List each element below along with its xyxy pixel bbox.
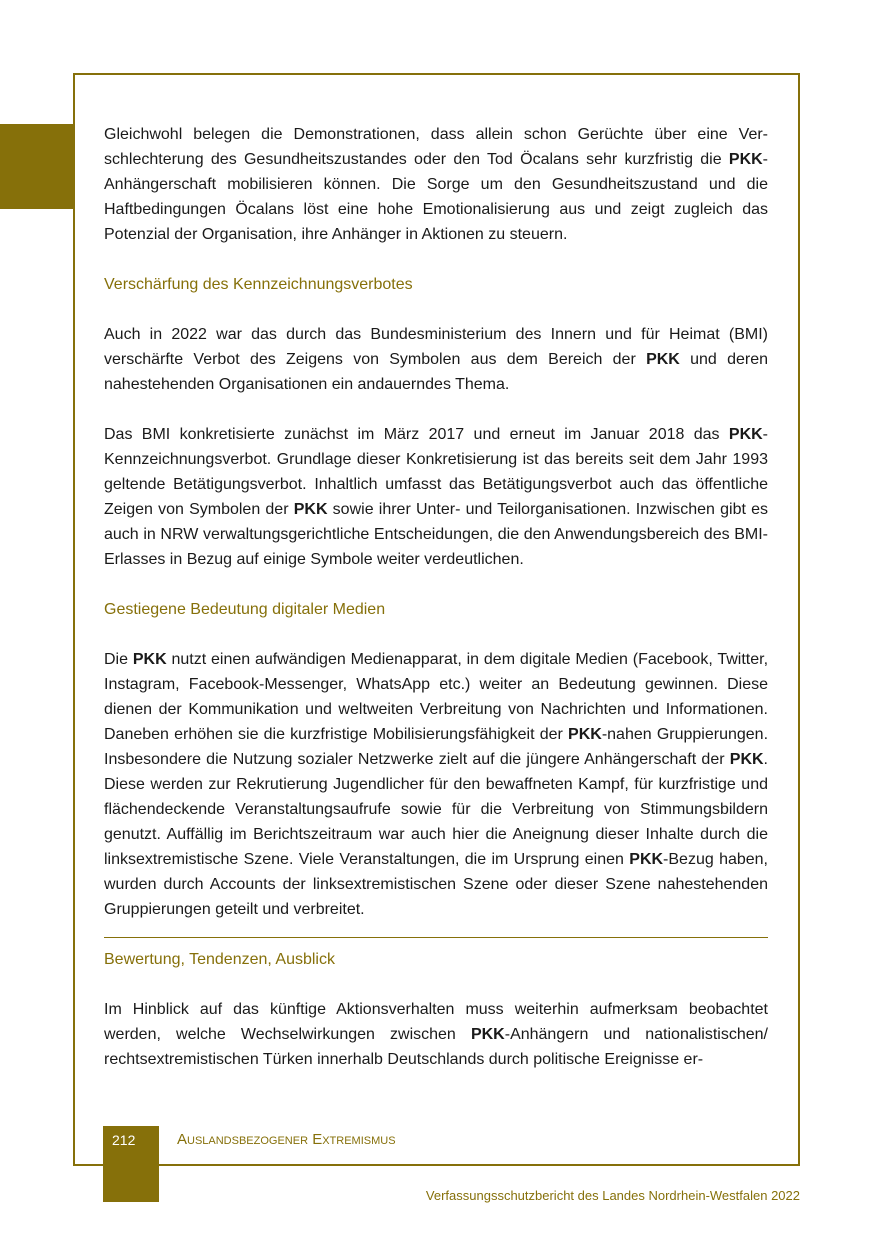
paragraph: Das BMI konkretisierte zunächst im März 2017 und erneut im Januar 2018 das PKK-Kennzeichnungsverbot. Grundlage dieser Konkretisierung ist das bereits seit dem Jahr 1993 geltende Betätigungsverbot. Inhaltlich umfasst das Betätigungsverbot auch das öffentliche Zeigen von Symbolen der PKK sowie ihrer Unter- und Teilorganisationen. Inzwischen gibt es auch in NRW verwaltungsgerichtliche Entscheidungen, die den Anwendungsbereich des BMI-Erlasses in Bezug auf einige Symbole weiter verdeutlichen.: [104, 426, 768, 568]
bold-term: PKK: [728, 426, 763, 443]
bold-term: PKK: [568, 726, 602, 743]
main-content: [104, 122, 768, 1097]
side-color-tab: [0, 124, 75, 209]
paragraph: Die PKK nutzt einen aufwändigen Medienapparat, in dem digitale Medien (Facebook, Twitter, Instagram, Facebook-Messenger, WhatsApp etc.) weiter an Bedeutung gewinnen. Diese dienen der Kommunikation und weltweiten Verbreitung von Nachrichten und Informationen. Daneben erhöhen sie die kurzfristige Mobilisierungsfähigkeit der PKK-nahen Gruppierungen. Insbesondere die Nutzung sozialer Netzwerke zielt auf die jüngere Anhängerschaft der PKK. Diese werden zur Rekrutierung Jugendlicher für den bewaffneten Kampf, für kurzfristige und flächendeckende Veranstaltungsaufrufe sowie für die Verbreitung von Stimmungsbildern genutzt. Auffällig im Berichtszeitraum war auch hier die Aneignung dieser Inhalte durch die linksextremistische Szene. Viele Veranstaltungen, die im Ursprung einen PKK-Bezug haben, wurden durch Accounts der linksextremistischen Szene oder dieser Szene nahestehenden Gruppierungen geteilt und verbreitet.: [104, 651, 769, 918]
bold-term: PKK: [470, 1026, 505, 1043]
bold-term: PKK: [132, 651, 167, 668]
bold-term: PKK: [728, 151, 763, 168]
subheading: Bewertung, Tendenzen, Ausblick: [104, 951, 335, 968]
paragraph: Im Hinblick auf das künftige Aktionsverhalten muss weiterhin aufmerksam beobachtet werden, welche Wechselwirkungen zwischen PKK-Anhängern und nationalistischen/ rechtsextremistischen Türken innerhalb Deutschlands durch politische Ereignisse er-: [104, 1001, 768, 1068]
running-section-title: Auslandsbezogener Extremismus: [177, 1131, 396, 1148]
section-divider: [104, 937, 768, 938]
subheading: Verschärfung des Kennzeichnungsverbotes: [104, 276, 413, 293]
bold-term: PKK: [293, 501, 328, 518]
paragraph: Gleichwohl belegen die Demonstrationen, dass allein schon Gerüchte über eine Verschlechterung des Gesundheitszustandes oder den Tod Öcalans sehr kurzfristig die PKK-Anhängerschaft mobilisieren können. Die Sorge um den Gesundheitszustand und die Haftbedingungen Öcalans löst eine hohe Emotionalisierung aus und zeigt zugleich das Potenzial der Organisation, ihre Anhänger in Aktionen zu steuern.: [104, 126, 768, 243]
bold-term: PKK: [629, 851, 664, 868]
subheading: Gestiegene Bedeutung digitaler Medien: [104, 601, 386, 618]
paragraph: Auch in 2022 war das durch das Bundesministerium des Innern und für Heimat (BMI) verschärfte Verbot des Zeigens von Symbolen aus dem Bereich der PKK und deren nahestehenden Organisationen ein andauerndes Thema.: [104, 326, 768, 393]
bold-term: PKK: [729, 751, 764, 768]
footer-publication-title: Verfassungsschutzbericht des Landes Nordrhein-Westfalen 2022: [425, 1188, 800, 1203]
page-number: 212: [103, 1126, 159, 1202]
bold-term: PKK: [646, 351, 680, 368]
